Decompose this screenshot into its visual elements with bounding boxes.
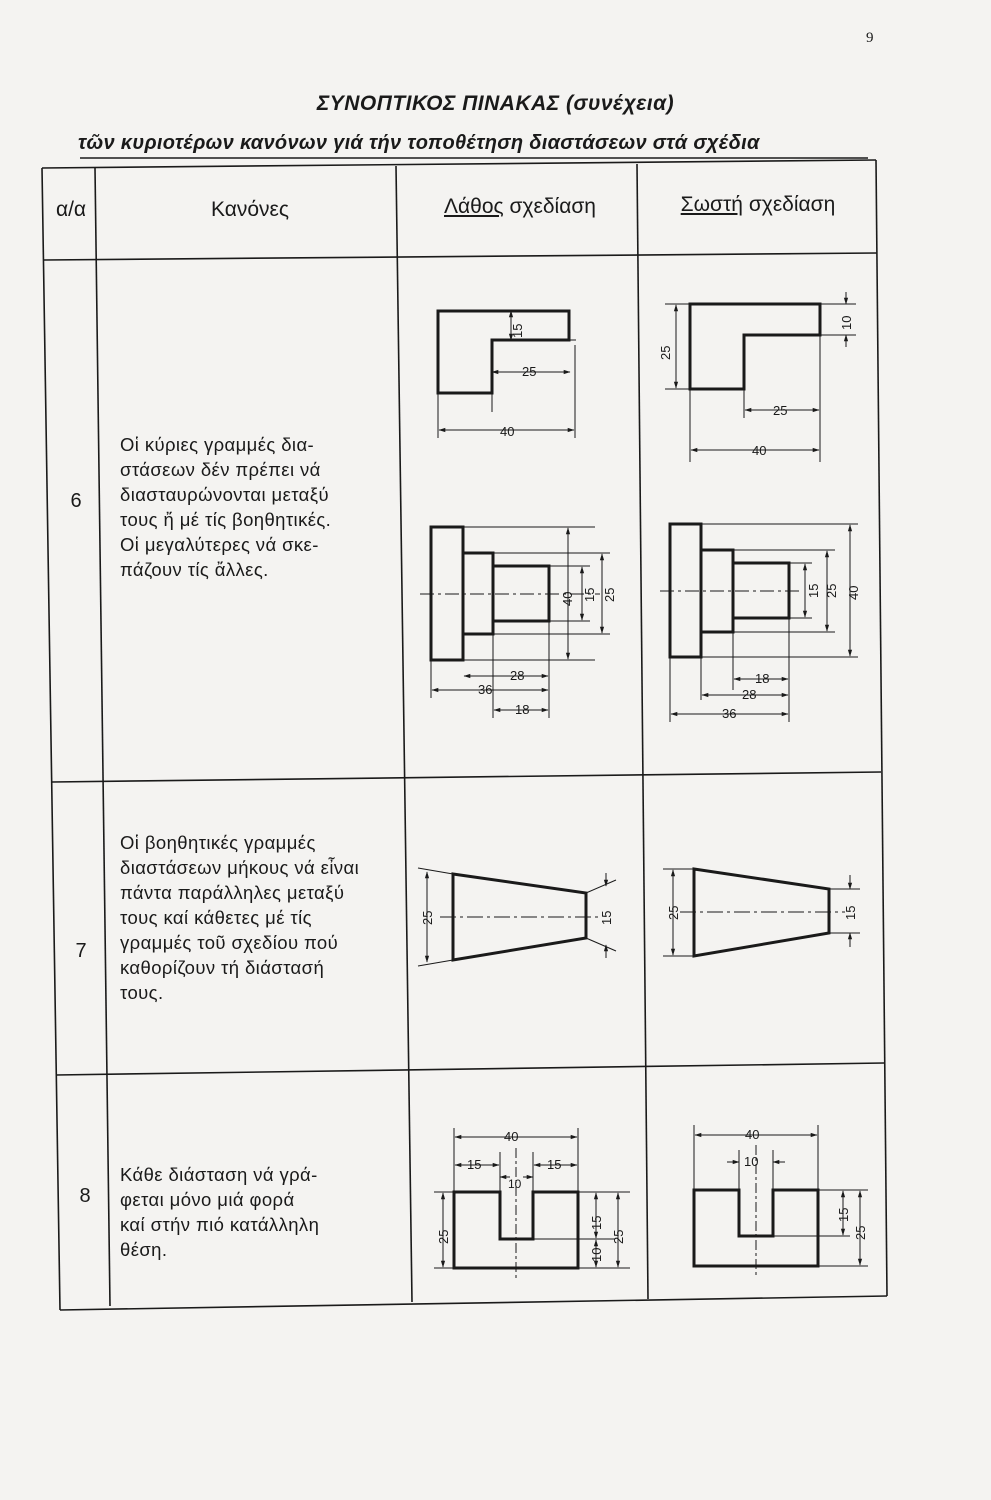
dimension-label: 15 [806,583,821,598]
page-subtitle: τῶν κυριοτέρων κανόνων γιά τήν τοποθέτηση διαστάσεων στά σχέδια [78,132,760,154]
row-number: 8 [79,1185,91,1207]
header-correct-underlined: Σωστή [680,193,743,216]
rule-line: θέση. [120,1239,168,1260]
page-number: 9 [866,30,874,46]
dimension-label: 40 [752,443,767,458]
dimension-label: 15 [547,1157,562,1172]
rule-line: πάζουν τίς ἄλλες. [120,559,269,580]
dimension-label: 10 [508,1177,522,1191]
dimension-label: 10 [744,1154,759,1169]
dimension-label: 15 [599,910,614,925]
row-number: 6 [70,490,82,512]
dimension-label: 25 [773,403,788,418]
rule-line: τους καί κάθετες μέ τίς [120,907,312,928]
correct-trapezoid [663,869,860,956]
rule-line: Οἱ βοηθητικές γραμμές [120,832,316,853]
rule-line: καί στήν πιό κατάλληλη [120,1214,320,1235]
wrong-stepped-shaft [420,527,610,718]
rule-line: τους ἤ μέ τίς βοηθητικές. [120,509,332,530]
wrong-l-shape [438,311,576,438]
dimension-label: 25 [420,910,435,925]
dimension-label: 36 [722,706,737,721]
rule-line: γραμμές τοῦ σχεδίου πού [120,932,339,953]
header-correct-rest: σχεδίαση [743,193,836,216]
dimension-label: 15 [582,587,597,602]
dimension-label: 10 [839,315,854,330]
rule-line: Οἱ μεγαλύτερες νά σκε- [120,534,319,555]
rule-line: Οἱ κύριες γραμμές δια- [120,434,315,455]
rule-line: διαστάσεων μήκους νά εἶναι [120,857,360,878]
dimension-label: 40 [560,591,575,606]
dimension-label: 36 [478,682,493,697]
dimension-label: 28 [510,668,525,683]
dimension-label: 40 [745,1127,760,1142]
dimension-label: 25 [853,1225,868,1240]
header-rules: Κανόνες [210,198,290,221]
dimension-label: 15 [836,1207,851,1222]
dimension-label: 40 [504,1129,519,1144]
correct-u-block [694,1125,868,1278]
dimension-label: 15 [843,905,858,920]
header-wrong-rest: σχεδίαση [503,195,596,218]
dimension-label: 28 [742,687,757,702]
dimension-label: 18 [515,702,530,717]
rule-line: καθορίζουν τή διάστασή [120,957,325,978]
dimension-label: 25 [436,1229,451,1244]
dimension-label: 25 [658,345,673,360]
page-title: ΣΥΝΟΠΤΙΚΟΣ ΠΙΝΑΚΑΣ (συνέχεια) [316,92,675,115]
dimension-label: 25 [824,583,839,598]
dimension-label: 25 [602,587,617,602]
dimension-label: 40 [500,424,515,439]
wrong-trapezoid [418,868,616,966]
dimension-label: 25 [666,905,681,920]
dimension-label: 25 [522,364,537,379]
row-number: 7 [75,940,87,962]
correct-stepped-shaft [660,524,858,722]
rule-line: τους. [120,982,164,1003]
correct-l-shape [665,292,856,462]
header-wrong-underlined: Λάθος [444,195,504,218]
dimension-label: 25 [611,1229,626,1244]
rule-line: φεται μόνο μιά φορά [120,1189,295,1210]
header-index: α/α [55,198,87,221]
dimension-label: 15 [510,323,525,338]
rule-line: πάντα παράλληλες μεταξύ [120,882,345,903]
rule-line: Κάθε διάσταση νά γρά- [120,1164,318,1185]
dimension-label: 15 [589,1215,604,1230]
dimension-label: 15 [467,1157,482,1172]
dimension-label: 10 [589,1247,604,1262]
dimension-label: 18 [755,671,770,686]
rule-line: στάσεων δέν πρέπει νά [120,459,321,480]
dimension-label: 40 [846,585,861,600]
rule-line: διασταυρώνονται μεταξύ [120,484,329,505]
